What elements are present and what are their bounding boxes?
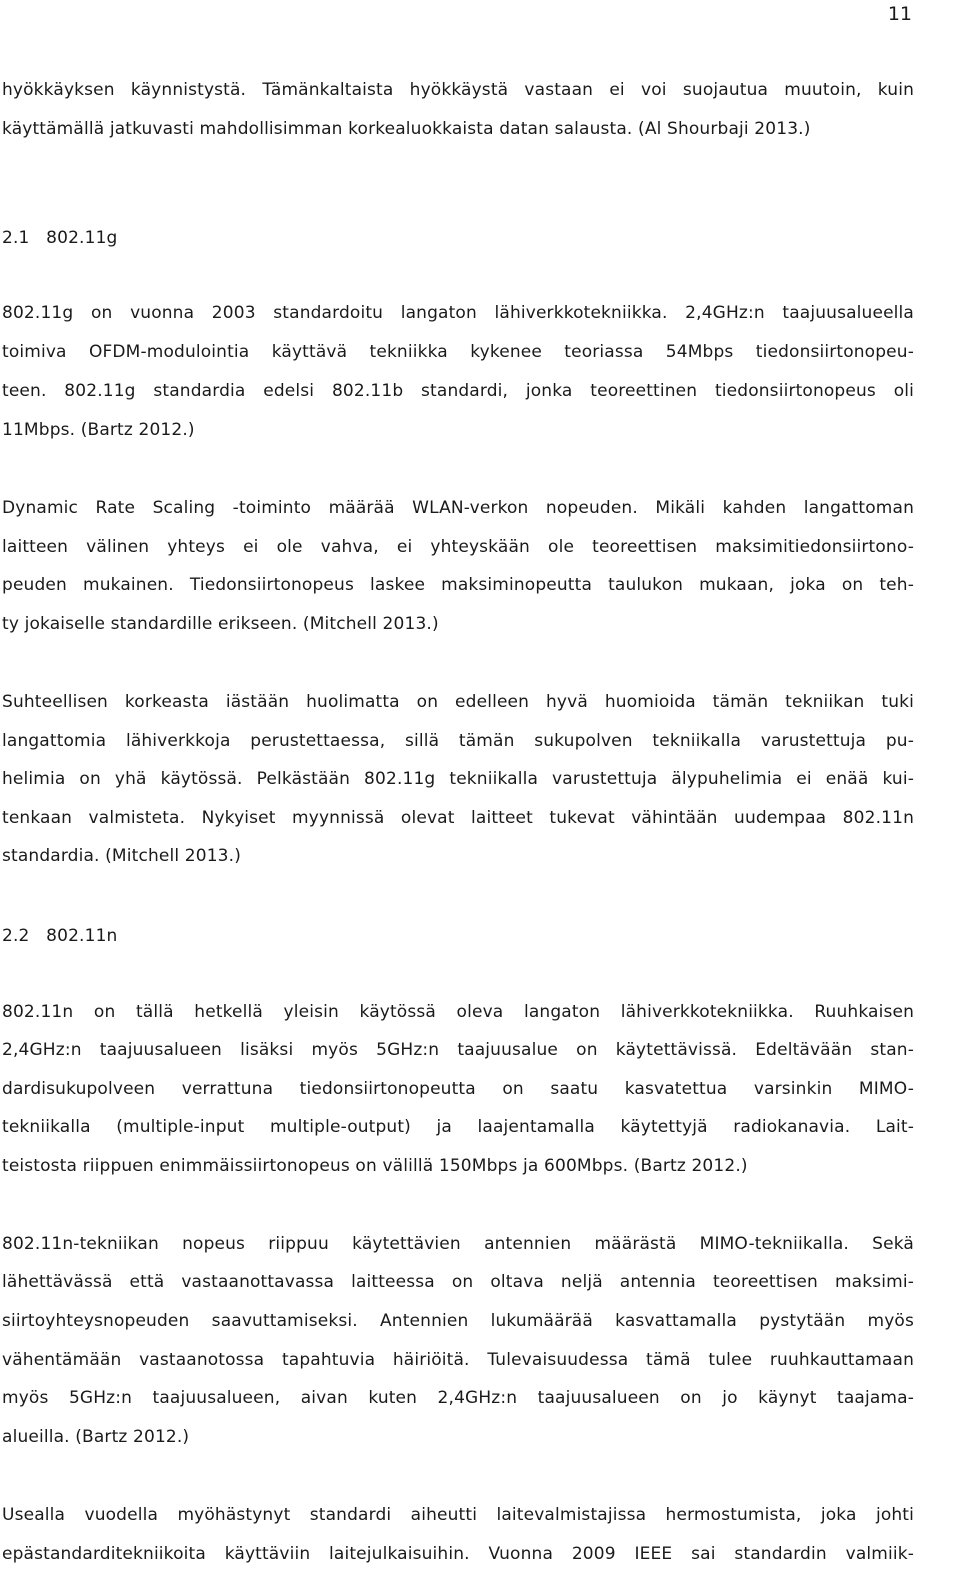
text-line: alueilla. (Bartz 2012.) [2,1427,190,1447]
text-line: Usealla vuodella myöhästynyt standardi aiheutti laitevalmistajissa hermostumista, joka johti [2,1505,914,1525]
text-line: dardisukupolveen verrattuna tiedonsiirtonopeutta on saatu kasvatettua varsinkin MIMO- [2,1079,914,1099]
text-line: myös 5GHz:n taajuusalueen, aivan kuten 2,4GHz:n taajuusalueen on jo käynyt taajama- [2,1388,914,1408]
text-line: langattomia lähiverkkoja perustettaessa, sillä tämän sukupolven tekniikalla varustettuja pu- [2,731,914,751]
text-line: tekniikalla (multiple-input multiple-output) ja laajentamalla käytettyjä radiokanavia. Lait- [2,1117,914,1137]
text-line: teistosta riippuen enimmäissiirtonopeus on välillä 150Mbps ja 600Mbps. (Bartz 2012.) [2,1156,748,1176]
text-line: helimia on yhä käytössä. Pelkästään 802.11g tekniikalla varustettuja älypuhelimia ei enää kui- [2,769,914,789]
text-line: 11Mbps. (Bartz 2012.) [2,420,195,440]
text-line: ty jokaiselle standardille erikseen. (Mitchell 2013.) [2,614,439,634]
text-line: teen. 802.11g standardia edelsi 802.11b standardi, jonka teoreettinen tiedonsiirtonopeus oli [2,381,914,401]
text-line: käyttämällä jatkuvasti mahdollisimman korkealuokkaista datan salausta. (Al Shourbaji 2013.) [2,119,811,139]
text-line: 802.11g on vuonna 2003 standardoitu langaton lähiverkkotekniikka. 2,4GHz:n taajuusalueella [2,303,914,323]
text-line: 2,4GHz:n taajuusalueen lisäksi myös 5GHz:n taajuusalue on käytettävissä. Edeltävään stan- [2,1040,914,1060]
text-line: lähettävässä että vastaanottavassa laitteessa on oltava neljä antennia teoreettisen maksimi- [2,1272,914,1292]
page-number: 11 [887,3,912,25]
text-line: vähentämään vastaanotossa tapahtuvia häiriöitä. Tulevaisuudessa tämä tulee ruuhkauttamaan [2,1350,914,1370]
text-line: siirtoyhteysnopeuden saavuttamiseksi. Antennien lukumäärää kasvattamalla pystytään myös [2,1311,914,1331]
text-line: toimiva OFDM-modulointia käyttävä tekniikka kykenee teoriassa 54Mbps tiedonsiirtonopeu- [2,342,914,362]
text-line: 802.11n on tällä hetkellä yleisin käytössä oleva langaton lähiverkkotekniikka. Ruuhkaisen [2,1002,914,1022]
text-line: tenkaan valmisteta. Nykyiset myynnissä olevat laitteet tukevat vähintään uudempaa 802.11n [2,808,914,828]
text-line: laitteen välinen yhteys ei ole vahva, ei yhteyskään ole teoreettisen maksimitiedonsiirtono- [2,537,914,557]
text-line: Dynamic Rate Scaling -toiminto määrää WLAN-verkon nopeuden. Mikäli kahden langattoman [2,498,914,518]
text-line: epästandarditekniikoita käyttäviin laitejulkaisuihin. Vuonna 2009 IEEE sai standardin valmiik- [2,1544,914,1564]
text-line: peuden mukainen. Tiedonsiirtonopeus laskee maksiminopeutta taulukon mukaan, joka on teh- [2,575,914,595]
section-heading: 2.1 802.11g [2,228,118,248]
text-line: standardia. (Mitchell 2013.) [2,846,241,866]
text-line: Suhteellisen korkeasta iästään huolimatta on edelleen hyvä huomioida tämän tekniikan tuki [2,692,914,712]
text-line: hyökkäyksen käynnistystä. Tämänkaltaista hyökkäystä vastaan ei voi suojautua muutoin, kuin [2,80,914,100]
section-heading: 2.2 802.11n [2,926,118,946]
text-line: 802.11n-tekniikan nopeus riippuu käytettävien antennien määrästä MIMO-tekniikalla. Sekä [2,1234,914,1254]
